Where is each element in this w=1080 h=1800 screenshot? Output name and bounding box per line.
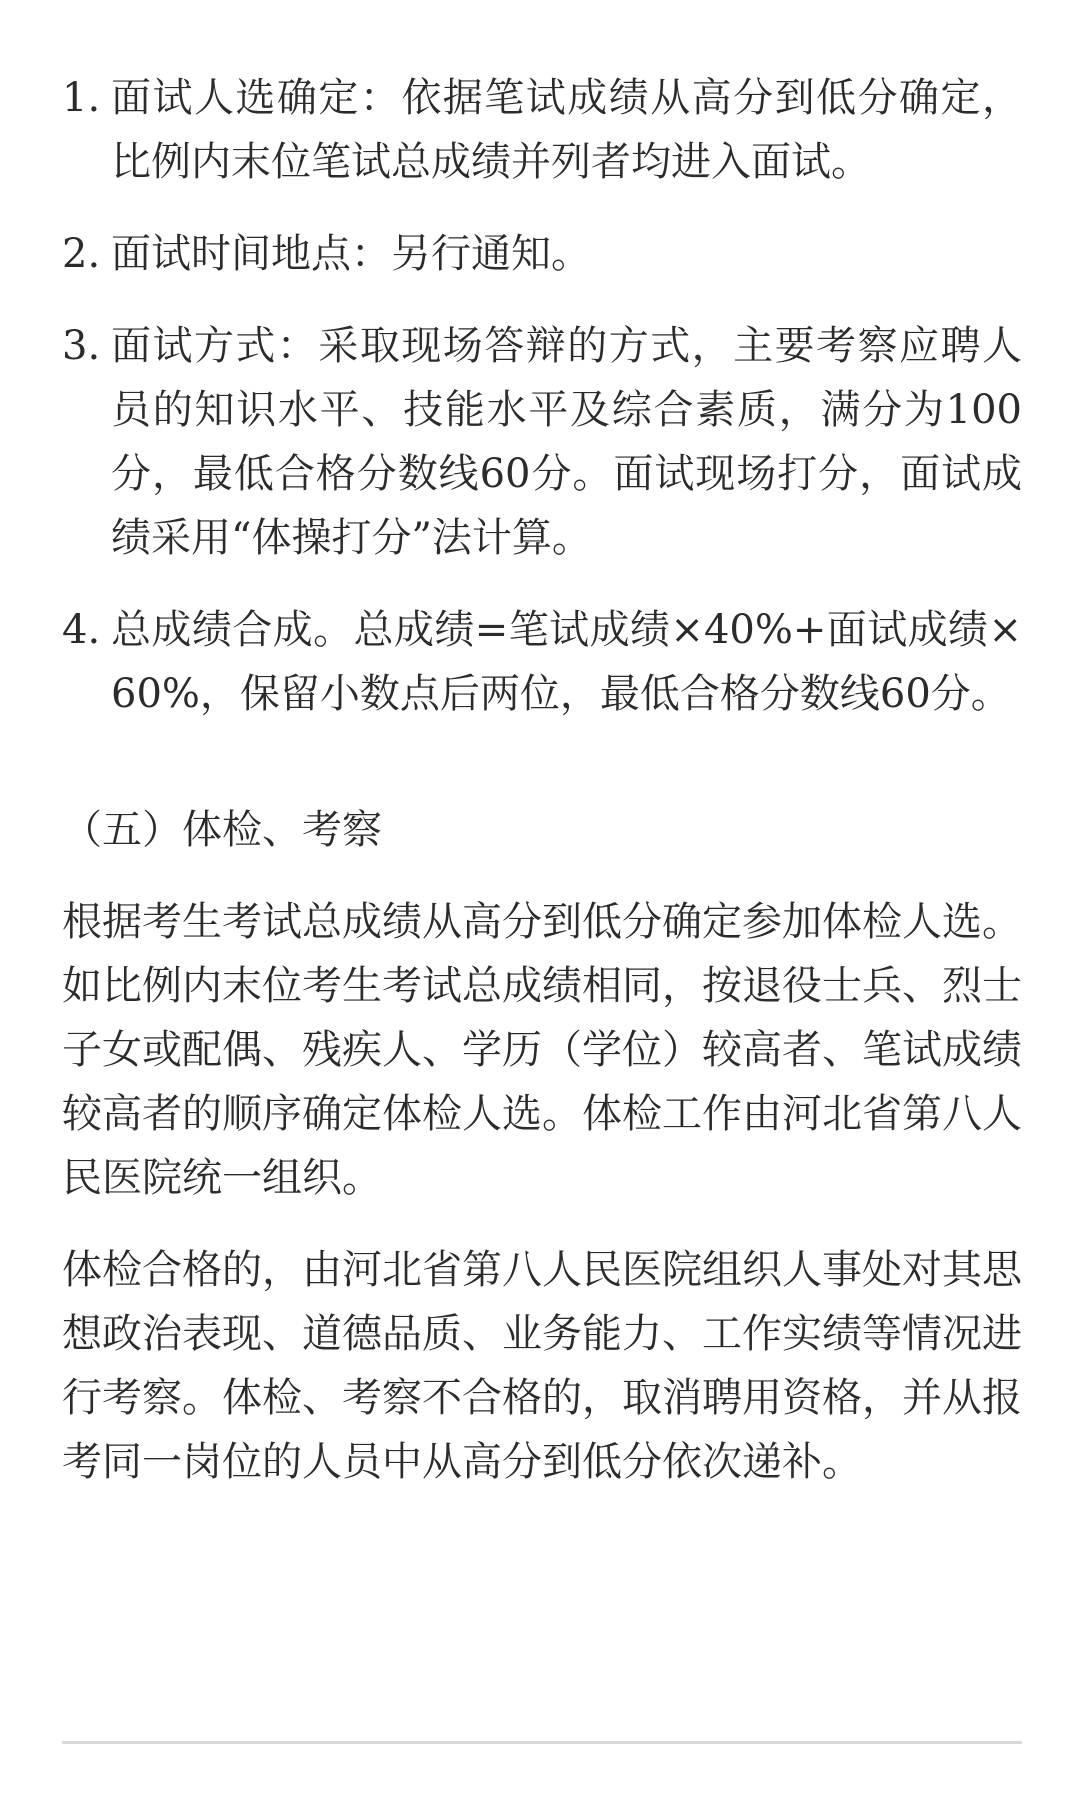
list-item bbox=[62, 314, 1022, 570]
list-item-text: 面试方式：采取现场答辩的方式，主要考察应聘人员的知识水平、技能水平及综合素质，满分为100分，最低合格分数线60分。面试现场打分，面试成绩采用“体操打分”法计算。 bbox=[111, 323, 1022, 561]
interview-rules-list bbox=[62, 66, 1022, 726]
section-heading: （五）体检、考察 bbox=[62, 807, 382, 853]
body-paragraph: 根据考生考试总成绩从高分到低分确定参加体检人选。如比例内末位考生考试总成绩相同，按退役士兵、烈士子女或配偶、残疾人、学历（学位）较高者、笔试成绩较高者的顺序确定体检人选。体检工作由河北省第八人民医院统一组织。 bbox=[62, 899, 1022, 1201]
divider bbox=[62, 1741, 1022, 1744]
list-item bbox=[62, 598, 1022, 726]
list-item bbox=[62, 66, 1022, 194]
list-item-text: 总成绩合成。总成绩=笔试成绩×40%+面试成绩×60%，保留小数点后两位，最低合格分数线60分。 bbox=[111, 607, 1022, 717]
list-item-text: 面试时间地点：另行通知。 bbox=[111, 231, 591, 277]
body-paragraph: 体检合格的，由河北省第八人民医院组织人事处对其思想政治表现、道德品质、业务能力、工作实绩等情况进行考察。体检、考察不合格的，取消聘用资格，并从报考同一岗位的人员中从高分到低分依次递补。 bbox=[62, 1247, 1022, 1485]
list-item-text: 面试人选确定：依据笔试成绩从高分到低分确定，比例内末位笔试总成绩并列者均进入面试。 bbox=[111, 75, 1022, 185]
list-item-number: 1. bbox=[62, 75, 101, 121]
list-item bbox=[62, 222, 1022, 286]
list-item-number: 2. bbox=[62, 231, 101, 277]
list-item-number: 3. bbox=[62, 323, 101, 369]
article-content bbox=[62, 66, 1022, 1522]
list-item-number: 4. bbox=[62, 607, 101, 653]
